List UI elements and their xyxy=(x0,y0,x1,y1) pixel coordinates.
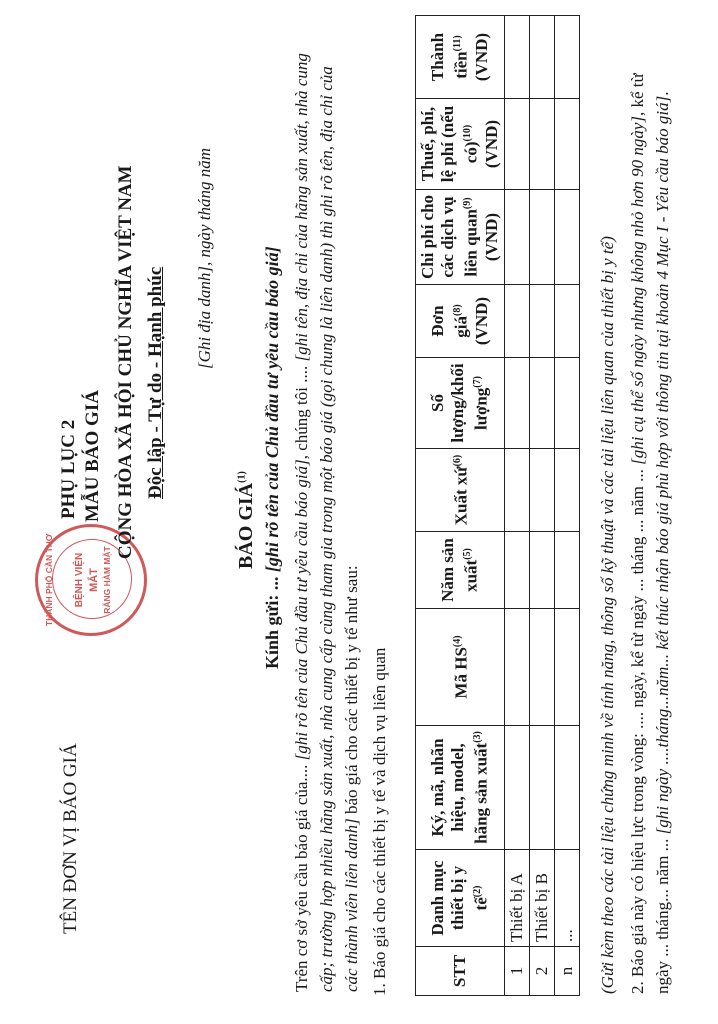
addressee-value: [ghi rõ tên của Chủ đầu tư yêu cầu báo giá] xyxy=(262,246,282,573)
item-1: 1. Báo giá cho các thiết bị y tế và dịch vụ liên quan xyxy=(370,647,389,996)
para1-a: Trên cơ sở yêu cầu báo giá của.... xyxy=(292,760,311,992)
col-header-origin: Xuất xứ$^{(6)}$ xyxy=(416,449,505,532)
item-2-line-1 xyxy=(628,73,648,994)
appendix-label: PHỤ LỤC 2 xyxy=(58,419,79,519)
attachment-note: (Gửi kèm theo các tài liệu chứng minh về tính năng, thông số kỹ thuật và các tài liệu liên quan của thiết bị y tế) xyxy=(598,236,617,994)
table-row xyxy=(554,16,579,996)
cell-empty xyxy=(504,532,529,609)
table-row xyxy=(529,16,554,996)
cell-empty xyxy=(529,449,554,532)
cell-stt: n xyxy=(554,947,579,996)
para1-c: , chúng tôi .... xyxy=(292,361,311,460)
col-header-device: Danh mục thiết bị y tế$^{(2)}$ xyxy=(416,850,505,947)
cell-device: Thiết bị A xyxy=(504,850,529,947)
cell-empty xyxy=(554,16,579,99)
cell-empty xyxy=(529,532,554,609)
cell-empty xyxy=(504,190,529,285)
heading xyxy=(235,471,258,569)
item2-a: 2. Báo giá này có hiệu lực trong vòng: .... ngày, kể từ ngày ... tháng ... năm ... xyxy=(628,464,647,994)
cell-empty xyxy=(529,726,554,850)
cell-empty xyxy=(529,190,554,285)
cell-empty xyxy=(554,99,579,190)
cell-empty xyxy=(529,609,554,726)
cell-empty xyxy=(554,609,579,726)
para1-line3-a: các thành viên liên danh] xyxy=(342,818,361,992)
cell-stt: 1 xyxy=(504,947,529,996)
cell-empty xyxy=(554,358,579,449)
para1-b: [ghi rõ tên của Chủ đầu tư yêu cầu báo giá] xyxy=(292,459,311,761)
stamp-text-3: RĂNG HÀM MẶT xyxy=(102,546,112,614)
date-line: [Ghi địa danh], ngày tháng năm xyxy=(195,148,214,369)
col-header-total: Thành tiền$^{(11)}$ (VND) xyxy=(416,16,505,99)
cell-device: ... xyxy=(554,850,579,947)
item2-c: , kể từ xyxy=(628,73,647,117)
cell-empty xyxy=(554,532,579,609)
item-2-line-2 xyxy=(653,91,673,994)
heading-sup: (1) xyxy=(236,471,248,483)
item2-b: [ghi cụ thể số ngày nhưng không nhỏ hơn 90 ngày] xyxy=(628,116,647,465)
para1-d: [ghi tên, địa chỉ của hãng sản xuất, nhà cung xyxy=(292,53,311,362)
cell-empty xyxy=(529,16,554,99)
stamp-text-2: MẮT xyxy=(88,568,100,592)
cell-empty xyxy=(554,285,579,358)
cell-empty xyxy=(529,358,554,449)
cell-empty xyxy=(504,449,529,532)
col-header-tax: Thuế, phí, lệ phí (nếu có)$^{(10)}$ (VND) xyxy=(416,99,505,190)
quotation-table xyxy=(415,15,580,996)
col-header-unit-price: Đơn giá$^{(8)}$ (VND) xyxy=(416,285,505,358)
addressee xyxy=(262,246,283,669)
col-header-service-cost: Chi phí cho các dịch vụ liên quan$^{(9)}$ (VND) xyxy=(416,190,505,285)
org-name: TÊN ĐƠN VỊ BÁO GIÁ xyxy=(60,743,81,934)
cell-empty xyxy=(504,726,529,850)
cell-stt: 2 xyxy=(529,947,554,996)
cell-empty xyxy=(504,285,529,358)
addressee-label: Kính gửi: ... xyxy=(262,572,282,669)
stamp-top-text: THÀNH PHỐ CẦN THƠ xyxy=(44,533,54,627)
col-header-year: Năm sản xuất$^{(5)}$ xyxy=(416,532,505,609)
cell-empty xyxy=(554,726,579,850)
cell-empty xyxy=(504,16,529,99)
para1-line3-b: báo giá cho các thiết bị y tế như sau: xyxy=(342,565,361,819)
cell-device: Thiết bị B xyxy=(529,850,554,947)
paragraph-1-line-1 xyxy=(292,53,312,992)
cell-empty xyxy=(529,99,554,190)
heading-text: BÁO GIÁ xyxy=(235,482,257,569)
motto: Độc lập - Tự do - Hạnh phúc xyxy=(145,266,166,499)
cell-empty xyxy=(504,99,529,190)
cell-empty xyxy=(504,609,529,726)
item2-line2-b: [ghi ngày ....tháng...năm... kết thúc nhận báo giá phù hợp với thông tin tại khoản 4 Mục I - Yêu cầu báo giá] xyxy=(653,95,672,835)
cell-empty xyxy=(529,285,554,358)
item2-line2-c: . xyxy=(653,91,672,96)
national-title: CỘNG HÒA XÃ HỘI CHỦ NGHĨA VIỆT NAM xyxy=(115,165,136,559)
col-header-hs-code: Mã HS$^{(4)}$ xyxy=(416,609,505,726)
paragraph-1-line-3 xyxy=(342,565,362,992)
table-header-row xyxy=(416,16,505,996)
form-title: MẪU BÁO GIÁ xyxy=(82,390,103,522)
cell-empty xyxy=(504,358,529,449)
col-header-quantity: Số lượng/khối lượng$^{(7)}$ xyxy=(416,358,505,449)
paragraph-1-line-2: cấp; trường hợp nhiều hãng sản xuất, nhà cung cấp cùng tham gia trong một báo giá (gọi chung là liên danh) thì ghi rõ tên, địa chỉ của xyxy=(317,66,336,992)
col-header-stt: STT xyxy=(416,947,505,996)
cell-empty xyxy=(554,449,579,532)
cell-empty xyxy=(554,190,579,285)
table-row xyxy=(504,16,529,996)
stamp-text-1: BỆNH VIỆN xyxy=(74,552,85,608)
col-header-model: Ký, mã, nhãn hiệu, model, hãng sản xuất$^{(3)}$ xyxy=(416,726,505,850)
item2-line2-a: ngày ... tháng... năm ... xyxy=(653,834,672,994)
